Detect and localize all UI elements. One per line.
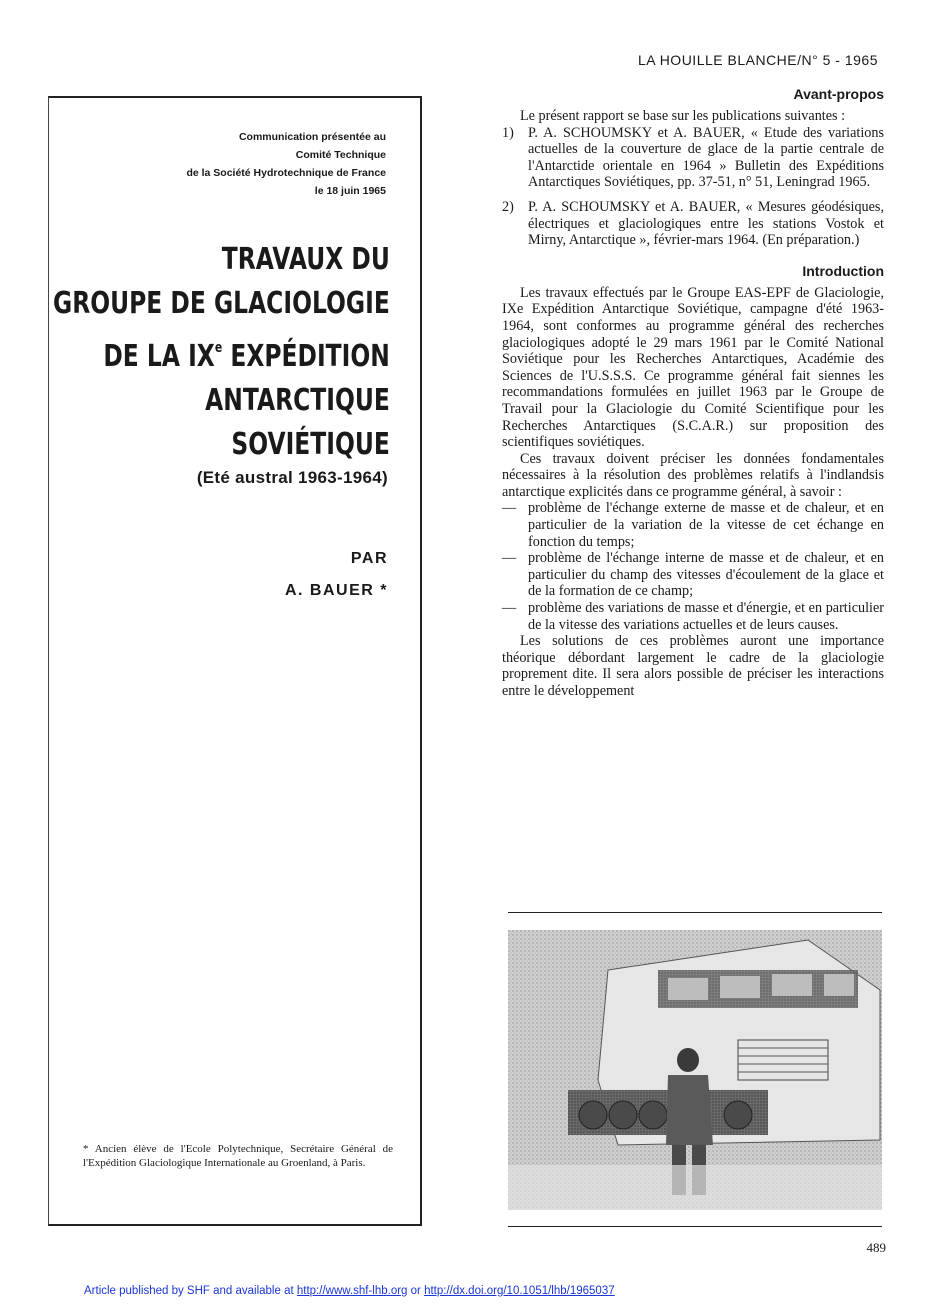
author-name: A. BAUER *: [284, 582, 388, 599]
problem-text: problème des variations de masse et d'énergie, et en particulier de la vitesse des variations actuelles et de leurs causes.: [528, 600, 884, 633]
reference-list: [502, 125, 884, 249]
dash-mark: —: [502, 500, 517, 517]
credit-middle: or: [407, 1285, 425, 1297]
right-column: [502, 86, 884, 700]
divider-rule: [508, 912, 882, 913]
doi-link[interactable]: http://dx.doi.org/10.1051/lhb/1965037: [424, 1285, 615, 1297]
title-panel: [48, 96, 422, 1226]
problem-item: [502, 500, 884, 550]
introduction-heading: Introduction: [802, 262, 884, 279]
problem-item: [502, 550, 884, 600]
intro-paragraph: Ces travaux doivent préciser les données fondamentales nécessaires à la résolution des problèmes relatifs à l'indlandsis antarctique explicités dans ce programme général, à savoir :: [502, 450, 884, 500]
shf-link[interactable]: http://www.shf-lhb.org: [296, 1285, 408, 1297]
publication-credit: [84, 1285, 615, 1297]
running-header: LA HOUILLE BLANCHE/N° 5 - 1965: [637, 52, 878, 68]
author-footnote: * Ancien élève de l'Ecole Polytechnique, Secrétaire Général de l'Expédition Glaciologique Internationale au Groenland, à Paris.: [83, 1143, 393, 1169]
communication-line: Communication présentée au: [238, 131, 386, 143]
communication-line: Comité Technique: [295, 149, 386, 161]
title-line: TRAVAUX DU: [221, 242, 390, 277]
title-line: ANTARCTIQUE: [205, 383, 390, 418]
reference-item: [502, 125, 884, 191]
article-title: [53, 238, 390, 467]
reference-number: 1): [502, 124, 514, 141]
reference-text: P. A. SCHOUMSKY et A. BAUER, « Etude des variations actuelles de la couverture de glace de la partie centrale de l'Antarctide orientale en 1964 » Bulletin des Expéditions Antarctiques Soviétiques, pp. 37-51, n° 51, Leningrad 1965.: [528, 124, 884, 191]
intro-paragraph: Les solutions de ces problèmes auront une importance théorique débordant largement le cadre de la glaciologie proprement dite. Il sera alors possible de préciser les interactions entre le développement: [502, 633, 884, 699]
problem-list: [502, 500, 884, 633]
intro-paragraph: Les travaux effectués par le Groupe EAS-EPF de Glaciologie, IXe Expédition Antarctique Soviétique, campagne d'été 1963-1964, sont conformes au programme général des recherches glaciologiques adopté le 29 mars 1961 par le Comité National Soviétique pour les Recherches Antarctiques, Académie des Sciences de l'U.S.S.S. Ce programme général fait siennes les recommandations formulées en juillet 1963 par le Groupe de Travail pour la Glaciologie du Comité Scientifique pour les Recherches Antarctiques (S.C.A.R.) sur proposition des scientifiques soviétiques.: [502, 284, 884, 451]
reference-number: 2): [502, 198, 514, 215]
communication-note: [186, 128, 386, 200]
by-label: PAR: [350, 550, 388, 567]
vehicle-illustration: [508, 930, 882, 1210]
title-line: GROUPE DE GLACIOLOGIE: [53, 286, 390, 321]
subtitle: (Eté austral 1963-1964): [196, 468, 388, 487]
problem-text: problème de l'échange interne de masse et de chaleur, et en particulier du champ des vitesses d'écoulement de la glace et de la formation de ce champ;: [528, 550, 884, 600]
avant-propos-intro: Le présent rapport se base sur les publications suivantes :: [520, 108, 846, 124]
expedition-vehicle-photo: [508, 930, 882, 1210]
divider-rule: [508, 1226, 882, 1227]
reference-text: P. A. SCHOUMSKY et A. BAUER, « Mesures géodésiques, électriques et glaciologiques entre les stations Vostok et Mirny, Antarctique », février-mars 1964. (En préparation.): [528, 198, 884, 249]
communication-line: le 18 juin 1965: [314, 185, 386, 197]
problem-text: problème de l'échange externe de masse et de chaleur, et en particulier de la variation de la vitesse de cet échange en fonction du temps;: [528, 500, 884, 550]
title-line: SOVIÉTIQUE: [231, 427, 390, 462]
credit-prefix: Article published by SHF and available at: [84, 1285, 297, 1297]
problem-item: [502, 600, 884, 633]
reference-item: [502, 199, 884, 249]
communication-line: de la Société Hydrotechnique de France: [186, 167, 386, 179]
dash-mark: —: [502, 550, 517, 567]
avant-propos-heading: Avant-propos: [793, 86, 884, 102]
dash-mark: —: [502, 600, 517, 617]
title-line: DE LA IXe EXPÉDITION: [103, 339, 390, 374]
page-number: 489: [866, 1240, 886, 1255]
